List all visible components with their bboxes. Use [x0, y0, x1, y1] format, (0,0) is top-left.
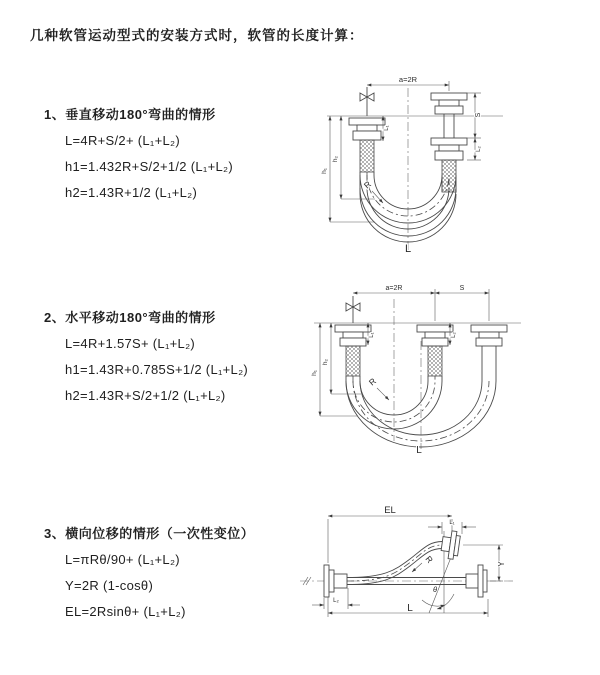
formula-Y: Y=2R (1-cosθ): [65, 578, 154, 593]
label-r: R: [423, 553, 436, 565]
label-h2: h₂: [332, 155, 339, 163]
section-3-heading: 3、横向位移的情形（一次性变位）: [44, 526, 255, 541]
diagram-horizontal-180-bend: [306, 281, 598, 456]
section-1: [44, 107, 233, 200]
label-l: L: [407, 603, 413, 614]
label-l2: L₂: [333, 598, 339, 604]
right-lower-flange: [431, 138, 467, 160]
formula-h2: h2=1.43R+S/2+1/2 (L₁+L₂): [65, 388, 226, 403]
label-l: L: [404, 243, 412, 255]
braided-hose-section: [346, 346, 360, 376]
middle-flange: [417, 325, 453, 346]
formula-h1: h1=1.432R+S/2+1/2 (L₁+L₂): [65, 159, 233, 174]
label-y: Y: [497, 561, 506, 567]
formula-L: L=4R+S/2+ (L₁+L₂): [65, 133, 180, 148]
page-title: 几种软管运动型式的安装方式时，软管的长度计算：: [30, 28, 364, 43]
angle-arc: [437, 594, 454, 609]
formula-L: L=πRθ/90+ (L₁+L₂): [65, 552, 180, 567]
label-l2: L₂: [476, 146, 482, 152]
left-flange: [349, 118, 385, 140]
braided-hose-section: [428, 346, 442, 376]
label-r: R: [361, 178, 373, 191]
label-l: L: [416, 445, 422, 456]
top-flange: [440, 530, 461, 560]
section-2-heading: 2、水平移动180°弯曲的情形: [44, 310, 216, 325]
right-upper-flange: [431, 93, 467, 114]
radius-leader: [377, 388, 389, 400]
label-h1: h₁: [311, 370, 318, 376]
section-3: [44, 526, 254, 619]
diagram-lateral-displacement: [296, 501, 598, 646]
formula-h2: h2=1.43R+1/2 (L₁+L₂): [65, 185, 198, 200]
bowtie-valve-icon: [360, 87, 374, 116]
braided-hose-section: [360, 140, 374, 172]
label-l1: L₁: [369, 332, 375, 338]
right-flange-moved: [471, 325, 507, 346]
radius-leader: [412, 563, 422, 572]
label-a2r: a=2R: [398, 75, 418, 84]
formula-h1: h1=1.43R+0.785S+1/2 (L₁+L₂): [65, 362, 249, 377]
label-l1: L₁: [449, 520, 455, 526]
label-h1: h₁: [321, 168, 328, 174]
label-theta: θ: [433, 585, 438, 594]
label-l1: L₁: [384, 125, 390, 131]
formula-EL: EL=2Rsinθ+ (L₁+L₂): [65, 604, 186, 619]
bowtie-valve-icon: [346, 296, 360, 323]
section-2: [44, 310, 248, 403]
left-flange: [324, 565, 347, 597]
left-flange: [335, 325, 371, 346]
formula-L: L=4R+1.57S+ (L₁+L₂): [65, 336, 196, 351]
label-a2r: a=2R: [385, 285, 403, 292]
label-s: S: [459, 285, 465, 292]
label-l2: L₂: [451, 332, 457, 338]
label-h2: h₂: [322, 358, 329, 366]
diagram-vertical-180-bend: [303, 70, 593, 255]
section-1-heading: 1、垂直移动180°弯曲的情形: [44, 107, 216, 122]
label-s: S: [475, 112, 482, 118]
label-r: R: [366, 375, 378, 388]
label-el: EL: [384, 505, 396, 516]
